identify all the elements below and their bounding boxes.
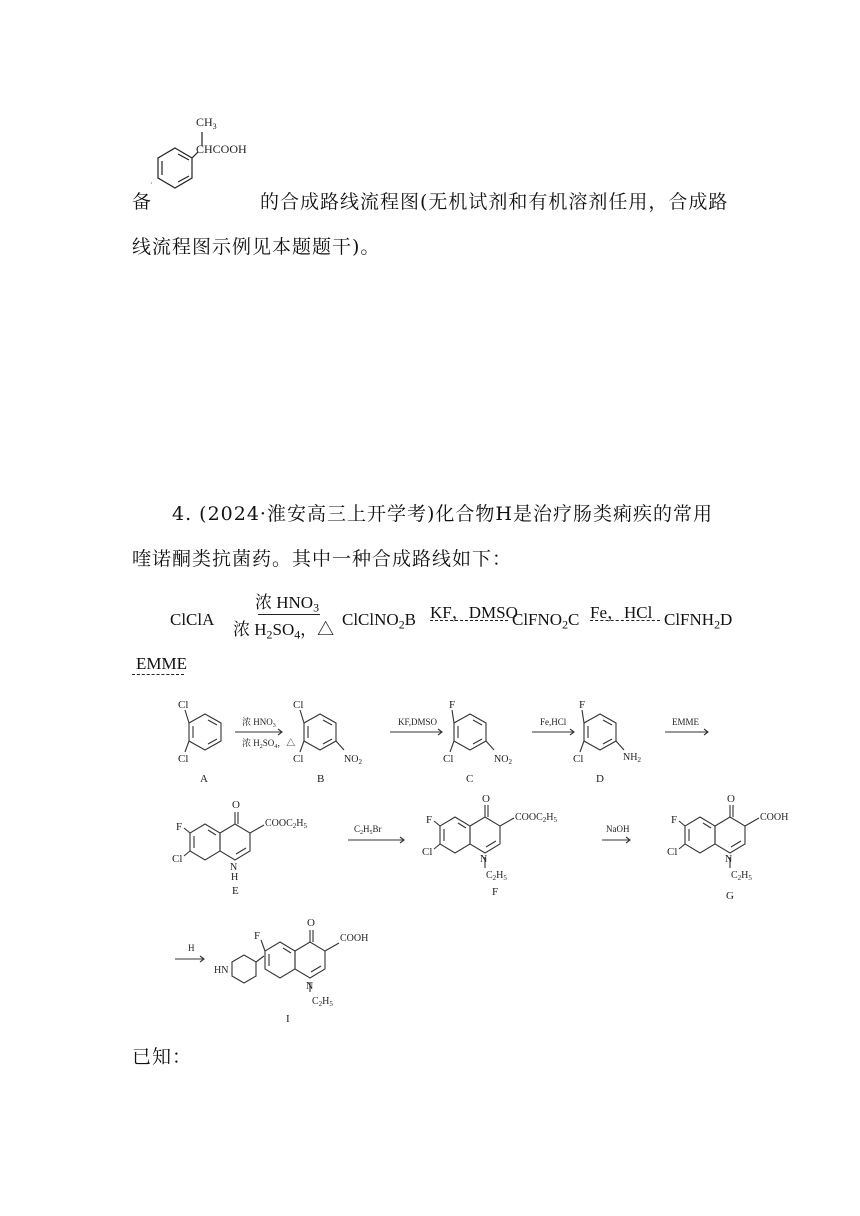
line1-text: 的合成路线流程图(无机试剂和有机溶剂任用，合成路 xyxy=(260,191,729,213)
ch3-label: $CH_3$ xyxy=(196,115,217,131)
f-et: $C_2H_5$ xyxy=(486,870,507,882)
route-reagent-bottom: 浓 $H_2SO_4$，△ xyxy=(233,620,335,642)
g-cooh: COOH xyxy=(760,812,789,823)
i-cooh: COOH xyxy=(340,933,369,944)
f-f: F xyxy=(426,814,433,826)
e-n: N xyxy=(230,862,238,873)
route-emme: EMME xyxy=(136,654,187,673)
f-o: O xyxy=(482,793,490,805)
route-reagent-top: 浓 $HNO_3$ xyxy=(255,593,320,615)
e-cl: Cl xyxy=(172,853,183,865)
d-f: F xyxy=(579,699,586,711)
i-hn: HN xyxy=(214,965,229,976)
label-b: B xyxy=(317,773,325,785)
f-cl: Cl xyxy=(422,846,433,858)
molecule-a-ring xyxy=(189,714,221,750)
label-c: C xyxy=(466,773,474,785)
c-no2: $NO_2$ xyxy=(494,754,512,766)
label-f: F xyxy=(492,886,499,898)
label-e: E xyxy=(232,885,239,897)
route-arrow-emme xyxy=(132,674,184,675)
g-o: O xyxy=(727,793,735,805)
i-f: F xyxy=(254,930,261,942)
known-heading: 已知： xyxy=(132,1046,193,1068)
label-a: A xyxy=(200,773,208,785)
cond-ab-top: 浓 $HNO_3$ xyxy=(242,717,276,729)
b-cl2: Cl xyxy=(293,753,304,765)
route-arrow-cd xyxy=(590,620,660,621)
cond-gi: H xyxy=(188,943,195,953)
cond-de: EMME xyxy=(672,717,699,727)
route-arrow-bc xyxy=(430,620,508,621)
b-no2: $NO_2$ xyxy=(344,754,362,766)
cond-cd: Fe,HCl xyxy=(540,717,567,727)
cond-fg: NaOH xyxy=(606,824,630,834)
cond-ef: $C_2H_5Br$ xyxy=(354,824,382,836)
label-i: I xyxy=(286,1013,290,1025)
a-cl1: Cl xyxy=(178,699,189,711)
route-a: ClClA xyxy=(170,610,215,629)
question-line2: 喹诺酮类抗菌药。其中一种合成路线如下： xyxy=(132,548,513,570)
g-n: N xyxy=(725,854,733,865)
label-g: G xyxy=(726,890,734,902)
f-n: N xyxy=(480,854,488,865)
route-fe: Fe，HCl xyxy=(590,603,653,622)
svg-text:·: · xyxy=(150,179,153,188)
label-d: D xyxy=(596,773,604,785)
c-f: F xyxy=(449,699,456,711)
question-line1: 4. (2024·淮安高三上开学考)化合物H是治疗肠类痢疾的常用 xyxy=(172,503,713,525)
i-et: $C_2H_5$ xyxy=(312,996,333,1008)
reaction-scheme xyxy=(160,692,800,1027)
e-f: F xyxy=(176,821,183,833)
route-d: ClFNH$_2$D xyxy=(664,610,733,632)
e-o: O xyxy=(232,799,240,811)
d-nh2: $NH_2$ xyxy=(623,752,641,764)
a-cl2: Cl xyxy=(178,753,189,765)
c-cl: Cl xyxy=(443,753,454,765)
i-n: N xyxy=(306,981,314,992)
top-molecule-structure xyxy=(140,108,280,208)
cond-ab-bottom: 浓 $H_2SO_4$，△ xyxy=(242,738,296,750)
g-f: F xyxy=(671,814,678,826)
f-cooet: $COOC_2H_5$ xyxy=(515,812,558,824)
g-et: $C_2H_5$ xyxy=(731,870,752,882)
line1-prefix: 备 xyxy=(132,191,153,213)
g-cl: Cl xyxy=(667,846,678,858)
e-h: H xyxy=(231,872,239,883)
route-kf: KF，DMSO xyxy=(430,603,518,622)
d-cl: Cl xyxy=(573,753,584,765)
line2-text: 线流程图示例见本题题干)。 xyxy=(132,236,381,258)
route-c: ClFNO$_2$C xyxy=(512,610,580,632)
e-cooet: $COOC_2H_5$ xyxy=(265,818,308,830)
route-b: ClClNO$_2$B xyxy=(342,610,416,632)
cond-bc: KF,DMSO xyxy=(398,717,438,727)
b-cl1: Cl xyxy=(293,699,304,711)
chcooh-label: CHCOOH xyxy=(196,142,247,156)
i-o: O xyxy=(307,917,315,929)
